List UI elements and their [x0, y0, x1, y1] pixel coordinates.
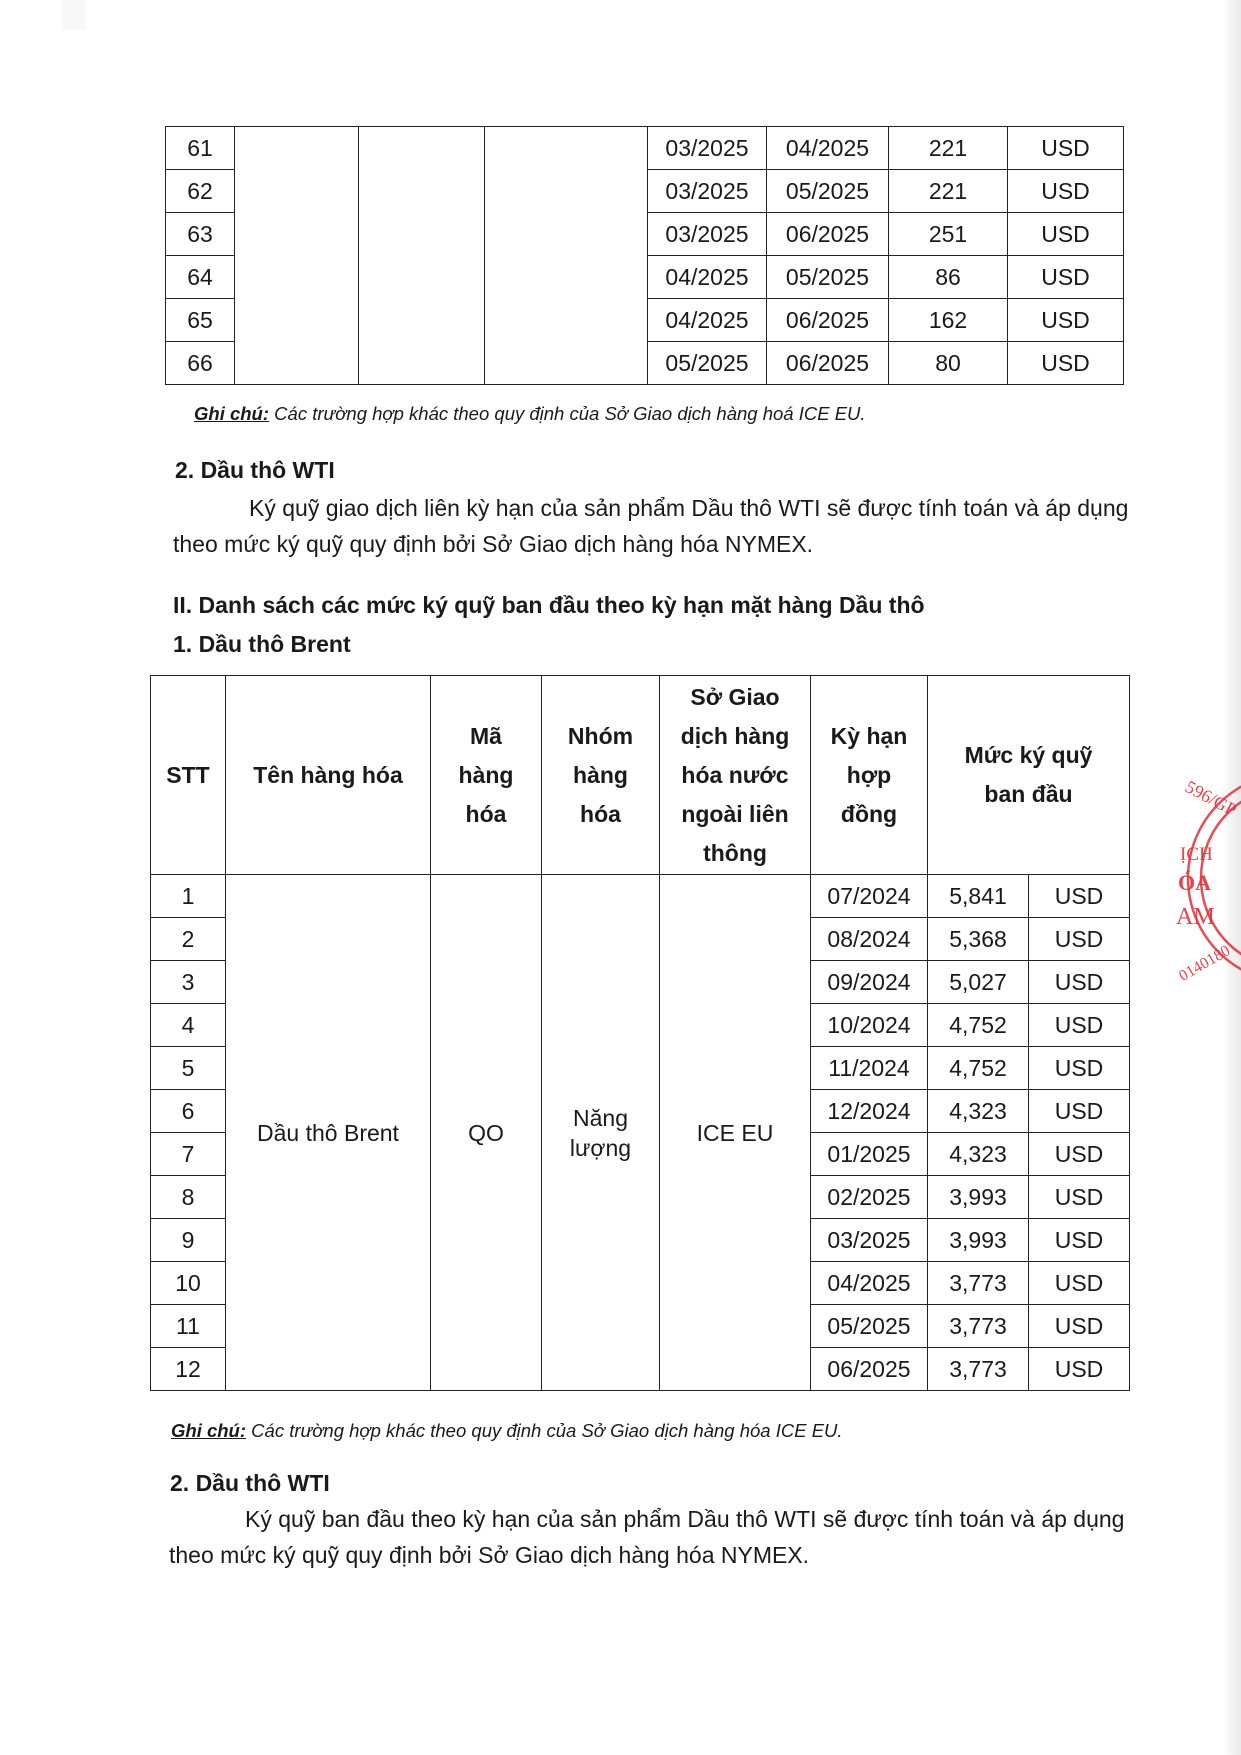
header-margin: Mức ký quỹ ban đầu: [928, 676, 1130, 875]
term-cell: 09/2024: [811, 961, 928, 1004]
commodity-name-cell: Dầu thô Brent: [226, 875, 431, 1391]
spread-margin-table: [165, 126, 1124, 385]
value-cell: 5,841: [928, 875, 1029, 918]
header-stt: STT: [151, 676, 226, 875]
stt-cell: 7: [151, 1133, 226, 1176]
from-term-cell: 03/2025: [648, 127, 767, 170]
exchange-cell: ICE EU: [660, 875, 811, 1391]
value-cell: 3,773: [928, 1348, 1029, 1391]
from-term-cell: 05/2025: [648, 342, 767, 385]
stt-cell: 61: [166, 127, 235, 170]
term-cell: 12/2024: [811, 1090, 928, 1133]
value-cell: 4,323: [928, 1133, 1029, 1176]
table-row: [151, 875, 1130, 918]
empty-merged-cell: [359, 127, 485, 385]
note-text: Các trường hợp khác theo quy định của Sở Giao dịch hàng hóa ICE EU.: [246, 1420, 843, 1441]
value-cell: 162: [889, 299, 1008, 342]
term-cell: 08/2024: [811, 918, 928, 961]
stt-cell: 2: [151, 918, 226, 961]
header-exchange: Sở Giao dịch hàng hóa nước ngoài liên thông: [660, 676, 811, 875]
note-label: Ghi chú:: [194, 403, 270, 424]
term-cell: 11/2024: [811, 1047, 928, 1090]
stt-cell: 12: [151, 1348, 226, 1391]
value-cell: 80: [889, 342, 1008, 385]
value-cell: 3,993: [928, 1176, 1029, 1219]
from-term-cell: 03/2025: [648, 170, 767, 213]
value-cell: 86: [889, 256, 1008, 299]
empty-merged-cell: [485, 127, 648, 385]
brent-margin-table: [150, 675, 1130, 1391]
header-name: Tên hàng hóa: [226, 676, 431, 875]
paragraph-line: Ký quỹ ban đầu theo kỳ hạn của sản phẩm Dầu thô WTI sẽ được tính toán và áp dụng: [245, 1506, 1125, 1532]
unit-cell: USD: [1029, 1348, 1130, 1391]
to-term-cell: 06/2025: [767, 299, 889, 342]
empty-merged-cell: [235, 127, 359, 385]
term-cell: 04/2025: [811, 1262, 928, 1305]
unit-cell: USD: [1029, 918, 1130, 961]
unit-cell: USD: [1029, 1305, 1130, 1348]
paragraph-line: Ký quỹ giao dịch liên kỳ hạn của sản phẩm Dầu thô WTI sẽ được tính toán và áp dụng: [249, 495, 1129, 521]
stamp-text: ỊCH: [1180, 844, 1213, 865]
note-text: Các trường hợp khác theo quy định của Sở Giao dịch hàng hoá ICE EU.: [269, 403, 866, 424]
stamp-text: AM: [1176, 904, 1215, 930]
section-heading-ii: II. Danh sách các mức ký quỹ ban đầu theo kỳ hạn mặt hàng Dầu thô: [173, 592, 925, 618]
value-cell: 251: [889, 213, 1008, 256]
unit-cell: USD: [1008, 170, 1124, 213]
unit-cell: USD: [1029, 1176, 1130, 1219]
value-cell: 5,368: [928, 918, 1029, 961]
unit-cell: USD: [1029, 1219, 1130, 1262]
unit-cell: USD: [1008, 213, 1124, 256]
unit-cell: USD: [1008, 342, 1124, 385]
to-term-cell: 04/2025: [767, 127, 889, 170]
from-term-cell: 04/2025: [648, 299, 767, 342]
stamp-text: 0140180: [1176, 942, 1234, 985]
value-cell: 3,773: [928, 1262, 1029, 1305]
commodity-group-cell: Năng lượng: [542, 875, 660, 1391]
note-ice-eu-initial: [171, 1420, 843, 1442]
section-heading-brent: 1. Dầu thô Brent: [173, 631, 351, 657]
stt-cell: 66: [166, 342, 235, 385]
section-heading-wti: 2. Dầu thô WTI: [175, 457, 335, 483]
note-label: Ghi chú:: [171, 1420, 247, 1441]
stt-cell: 1: [151, 875, 226, 918]
unit-cell: USD: [1008, 256, 1124, 299]
stamp-text: 596/GP: [1181, 776, 1240, 820]
table-row: [166, 127, 1124, 170]
paragraph-line: theo mức ký quỹ quy định bởi Sở Giao dịch hàng hóa NYMEX.: [173, 531, 814, 557]
term-cell: 03/2025: [811, 1219, 928, 1262]
stt-cell: 11: [151, 1305, 226, 1348]
to-term-cell: 05/2025: [767, 256, 889, 299]
value-cell: 3,993: [928, 1219, 1029, 1262]
term-cell: 05/2025: [811, 1305, 928, 1348]
value-cell: 3,773: [928, 1305, 1029, 1348]
commodity-code-cell: QO: [431, 875, 542, 1391]
value-cell: 221: [889, 170, 1008, 213]
stt-cell: 65: [166, 299, 235, 342]
header-group: Nhóm hàng hóa: [542, 676, 660, 875]
term-cell: 10/2024: [811, 1004, 928, 1047]
from-term-cell: 04/2025: [648, 256, 767, 299]
stamp-text: ÓA: [1178, 870, 1211, 895]
stt-cell: 62: [166, 170, 235, 213]
value-cell: 5,027: [928, 961, 1029, 1004]
unit-cell: USD: [1029, 1004, 1130, 1047]
stt-cell: 3: [151, 961, 226, 1004]
to-term-cell: 06/2025: [767, 342, 889, 385]
stt-cell: 6: [151, 1090, 226, 1133]
value-cell: 4,752: [928, 1047, 1029, 1090]
term-cell: 07/2024: [811, 875, 928, 918]
stt-cell: 8: [151, 1176, 226, 1219]
unit-cell: USD: [1029, 1262, 1130, 1305]
unit-cell: USD: [1029, 875, 1130, 918]
from-term-cell: 03/2025: [648, 213, 767, 256]
header-code: Mã hàng hóa: [431, 676, 542, 875]
stt-cell: 64: [166, 256, 235, 299]
term-cell: 02/2025: [811, 1176, 928, 1219]
red-seal-stamp-icon: [1168, 768, 1241, 998]
header-term: Kỳ hạn hợp đồng: [811, 676, 928, 875]
stt-cell: 10: [151, 1262, 226, 1305]
unit-cell: USD: [1029, 1090, 1130, 1133]
table-header-row: [151, 676, 1130, 875]
unit-cell: USD: [1008, 299, 1124, 342]
unit-cell: USD: [1029, 1133, 1130, 1176]
value-cell: 4,323: [928, 1090, 1029, 1133]
section-heading-wti: 2. Dầu thô WTI: [170, 1470, 330, 1496]
stt-cell: 9: [151, 1219, 226, 1262]
value-cell: 221: [889, 127, 1008, 170]
term-cell: 06/2025: [811, 1348, 928, 1391]
scan-artifact: [62, 0, 86, 30]
value-cell: 4,752: [928, 1004, 1029, 1047]
to-term-cell: 05/2025: [767, 170, 889, 213]
term-cell: 01/2025: [811, 1133, 928, 1176]
unit-cell: USD: [1029, 961, 1130, 1004]
stt-cell: 5: [151, 1047, 226, 1090]
stt-cell: 4: [151, 1004, 226, 1047]
stt-cell: 63: [166, 213, 235, 256]
unit-cell: USD: [1029, 1047, 1130, 1090]
paragraph-line: theo mức ký quỹ quy định bởi Sở Giao dịch hàng hóa NYMEX.: [169, 1542, 810, 1568]
to-term-cell: 06/2025: [767, 213, 889, 256]
unit-cell: USD: [1008, 127, 1124, 170]
note-ice-eu-spread: [194, 403, 866, 425]
